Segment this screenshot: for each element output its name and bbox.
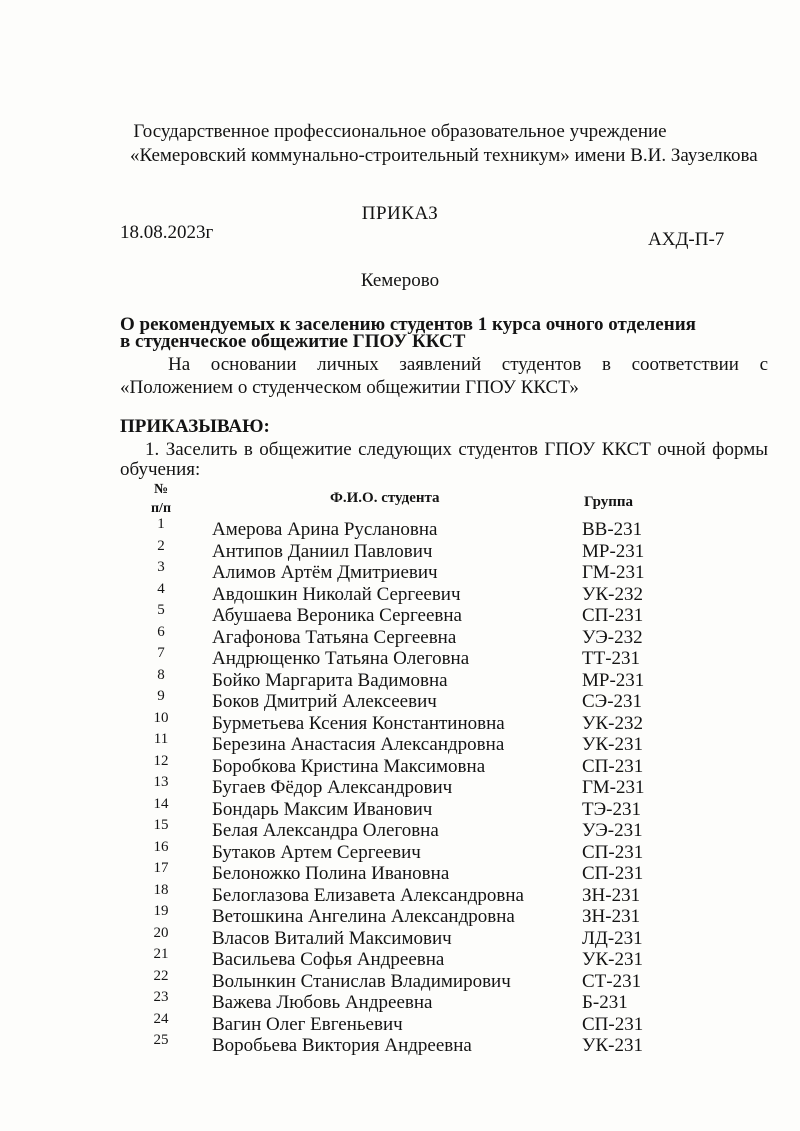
student-name: Боков Дмитрий Алексеевич [212,691,437,712]
student-group: МР-231 [582,669,645,691]
student-group: СП-231 [582,863,644,884]
row-number: 7 [157,645,165,661]
row-number: 25 [153,1032,169,1048]
row-number: 10 [153,709,169,726]
student-name: Волынкин Станислав Владимирович [212,970,511,992]
student-name: Абушаева Вероника Сергеевна [212,605,462,626]
student-group: СП-231 [582,841,644,863]
student-name: Бурметьева Ксения Константиновна [212,712,505,734]
table-row [0,559,800,584]
row-number: 24 [153,1010,169,1027]
table-row [0,580,800,606]
table-row [0,774,800,799]
student-name: Васильева Софья Андреевна [212,949,445,970]
table-header-name: Ф.И.О. студента [330,490,440,506]
row-number: 21 [153,946,169,962]
row-number: 9 [157,688,165,704]
student-name: Белоглазова Елизавета Александровна [212,884,524,906]
student-group: ТЭ-231 [582,798,641,820]
row-number: 11 [153,731,169,747]
student-name: Березина Анастасия Александровна [212,734,505,755]
row-number: 6 [157,623,165,640]
student-group: ГМ-231 [582,562,645,583]
student-name: Важева Любовь Андреевна [212,992,433,1013]
organization-line-1: Государственное профессиональное образовательное учреждение [133,121,667,142]
student-name: Белоножко Полина Ивановна [212,863,450,884]
student-group: ТТ-231 [582,648,641,669]
table-row [0,731,800,756]
row-number: 5 [157,602,165,618]
table-row [0,860,800,885]
student-group: УЭ-231 [582,820,643,841]
student-name: Алимов Артём Дмитриевич [212,562,438,583]
student-group: УК-232 [582,712,643,734]
subject-line-1: О рекомендуемых к заселению студентов 1 курса очного отделения [120,314,696,335]
subject-line-2: в студенческое общежитие ГПОУ ККСТ [120,331,466,352]
student-name: Антипов Даниил Павлович [212,540,433,562]
student-group: ВВ-231 [582,519,643,540]
student-group: СП-231 [582,605,644,626]
document-city: Кемерово [360,270,440,291]
student-group: УК-231 [582,949,643,970]
order-heading: ПРИКАЗЫВАЮ: [120,416,270,437]
row-number: 3 [157,559,165,575]
table-row [0,645,800,670]
row-number: 15 [153,817,169,833]
student-group: ЗН-231 [582,906,641,927]
student-name: Бойко Маргарита Вадимовна [212,669,448,691]
student-name: Боробкова Кристина Максимовна [212,755,486,777]
row-number: 14 [153,795,169,812]
table-row [0,838,800,864]
table-row [0,989,800,1014]
student-group: СЭ-231 [582,691,643,712]
table-row [0,623,800,649]
table-header-number-sub: п/п [150,501,172,516]
student-name: Бондарь Максим Иванович [212,798,433,820]
table-row [0,516,800,541]
student-name: Андрющенко Татьяна Олеговна [212,648,470,669]
basis-line-1: На основании личных заявлений студентов в соответствии с [168,354,768,375]
student-group: ГМ-231 [582,777,645,798]
row-number: 23 [153,989,169,1005]
table-row [0,752,800,778]
table-row [0,903,800,928]
table-row [0,967,800,993]
student-name: Воробьева Виктория Андреевна [212,1035,472,1056]
row-number: 22 [153,967,169,984]
table-row [0,602,800,627]
student-group: УЭ-232 [582,626,643,648]
row-number: 17 [153,860,169,876]
order-item-1-line-1: 1. Заселить в общежитие следующих студентов ГПОУ ККСТ очной формы [145,439,768,460]
table-row [0,709,800,735]
table-row [0,881,800,907]
table-row [0,795,800,821]
row-number: 16 [153,838,169,855]
table-row [0,946,800,971]
student-name: Амерова Арина Руслановна [212,519,438,540]
student-group: Б-231 [582,992,628,1013]
row-number: 19 [153,903,169,919]
table-row [0,1032,800,1057]
student-name: Ветошкина Ангелина Александровна [212,906,515,927]
student-group: ЗН-231 [582,884,641,906]
row-number: 2 [157,537,165,554]
student-name: Бутаков Артем Сергеевич [212,841,421,863]
row-number: 18 [153,881,169,898]
student-name: Белая Александра Олеговна [212,820,439,841]
order-item-1-line-2: обучения: [120,459,201,480]
student-group: СП-231 [582,755,644,777]
table-header-number: № [153,482,169,497]
student-group: УК-232 [582,583,643,605]
student-name: Авдошкин Николай Сергеевич [212,583,461,605]
student-group: УК-231 [582,734,643,755]
table-row [0,924,800,950]
student-group: МР-231 [582,540,645,562]
document-code: АХД-П-7 [648,229,725,250]
organization-line-2: «Кемеровский коммунально-строительный техникум» имени В.И. Заузелкова [130,145,758,166]
table-row [0,688,800,713]
student-group: СТ-231 [582,970,642,992]
row-number: 1 [157,516,165,532]
table-row [0,666,800,692]
table-row [0,1010,800,1036]
student-name: Агафонова Татьяна Сергеевна [212,626,457,648]
table-header-group: Группа [584,494,634,510]
table-row [0,817,800,842]
student-group: УК-231 [582,1035,643,1056]
row-number: 20 [153,924,169,941]
student-group: СП-231 [582,1013,644,1035]
row-number: 12 [153,752,169,769]
student-name: Власов Виталий Максимович [212,927,452,949]
student-name: Вагин Олег Евгеньевич [212,1013,403,1035]
table-row [0,537,800,563]
row-number: 4 [157,580,165,597]
row-number: 8 [157,666,165,683]
basis-line-2: «Положением о студенческом общежитии ГПОУ ККСТ» [120,377,579,398]
document-date: 18.08.2023г [120,222,214,243]
document-title: ПРИКАЗ [361,203,439,224]
student-name: Бугаев Фёдор Александрович [212,777,453,798]
student-group: ЛД-231 [582,927,643,949]
row-number: 13 [153,774,169,790]
